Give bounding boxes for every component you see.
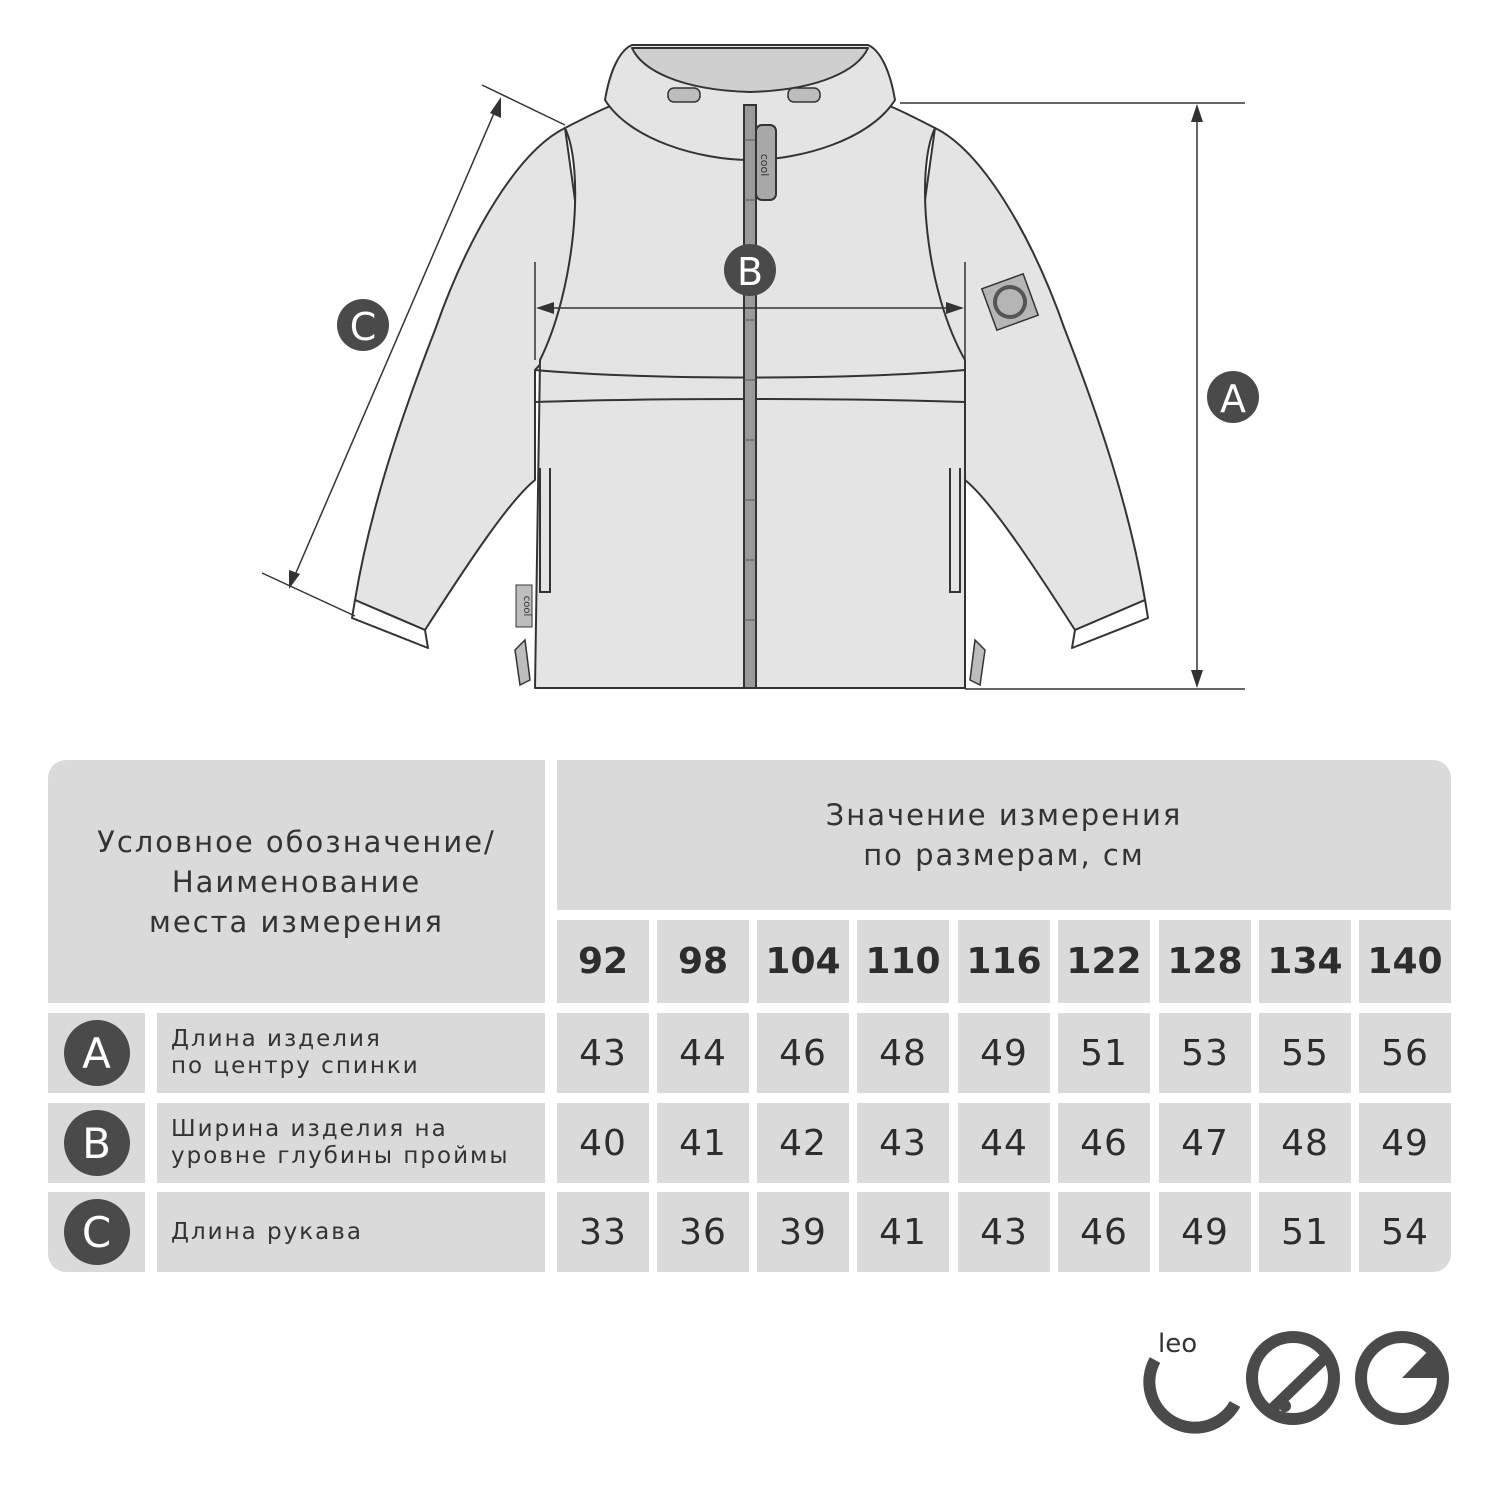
marker-a-label: A — [1220, 377, 1246, 421]
size-header-116: 116 — [958, 920, 1050, 1003]
row-value: 41 — [657, 1103, 749, 1183]
zipper-pull-text: cool — [758, 153, 771, 177]
hood-toggle-right — [788, 88, 820, 102]
size-header-122: 122 — [1058, 920, 1150, 1003]
row-value: 48 — [1259, 1103, 1351, 1183]
marker-b-label: B — [736, 250, 764, 294]
row-code-cell — [48, 1192, 145, 1272]
size-header-110: 110 — [857, 920, 949, 1003]
row-value: 48 — [857, 1013, 949, 1093]
pocket-label-text: cool — [521, 595, 532, 617]
row-value: 36 — [657, 1192, 749, 1272]
row-value: 47 — [1159, 1103, 1251, 1183]
row-name: Ширина изделия на уровне глубины проймы — [157, 1103, 545, 1183]
jacket-measurement-diagram — [0, 0, 1500, 720]
row-value: 41 — [857, 1192, 949, 1272]
row-name: Длина изделия по центру спинки — [157, 1013, 545, 1093]
marker-c-label: C — [349, 305, 377, 349]
row-value: 40 — [557, 1103, 649, 1183]
hem-toggle-left — [515, 640, 530, 685]
row-value: 46 — [757, 1013, 849, 1093]
row-value: 43 — [857, 1103, 949, 1183]
row-name: Длина рукава — [157, 1192, 545, 1272]
row-code-badge: B — [64, 1110, 130, 1176]
row-value: 44 — [657, 1013, 749, 1093]
row-value: 43 — [958, 1192, 1050, 1272]
row-code-badge: C — [64, 1199, 130, 1265]
marker-b-badge — [724, 244, 776, 296]
row-code-cell — [48, 1013, 145, 1093]
row-value: 51 — [1058, 1013, 1150, 1093]
values-header: Значение измерения по размерам, см — [557, 760, 1451, 910]
row-value: 53 — [1159, 1013, 1251, 1093]
size-header-140: 140 — [1359, 920, 1451, 1003]
row-value: 49 — [958, 1013, 1050, 1093]
marker-a-badge — [1207, 371, 1259, 423]
row-value: 46 — [1058, 1103, 1150, 1183]
row-value: 43 — [557, 1013, 649, 1093]
row-value: 46 — [1058, 1192, 1150, 1272]
row-value: 42 — [757, 1103, 849, 1183]
row-value: 49 — [1359, 1103, 1451, 1183]
size-header-104: 104 — [757, 920, 849, 1003]
row-value: 56 — [1359, 1013, 1451, 1093]
row-value: 33 — [557, 1192, 649, 1272]
size-header-92: 92 — [557, 920, 649, 1003]
row-value: 49 — [1159, 1192, 1251, 1272]
row-value: 55 — [1259, 1013, 1351, 1093]
row-code-cell — [48, 1103, 145, 1183]
row-value: 54 — [1359, 1192, 1451, 1272]
row-code-badge: A — [64, 1020, 130, 1086]
brand-logo-text: leo — [1158, 1329, 1198, 1359]
size-header-98: 98 — [657, 920, 749, 1003]
hood-toggle-left — [668, 88, 700, 102]
row-value: 39 — [757, 1192, 849, 1272]
brand-logo — [1140, 1320, 1460, 1440]
row-value: 51 — [1259, 1192, 1351, 1272]
marker-c-badge — [337, 299, 389, 351]
row-value: 44 — [958, 1103, 1050, 1183]
size-header-134: 134 — [1259, 920, 1351, 1003]
size-header-128: 128 — [1159, 920, 1251, 1003]
corner-header: Условное обозначение/ Наименование места измерения — [48, 760, 545, 1003]
hem-toggle-right — [970, 640, 985, 685]
